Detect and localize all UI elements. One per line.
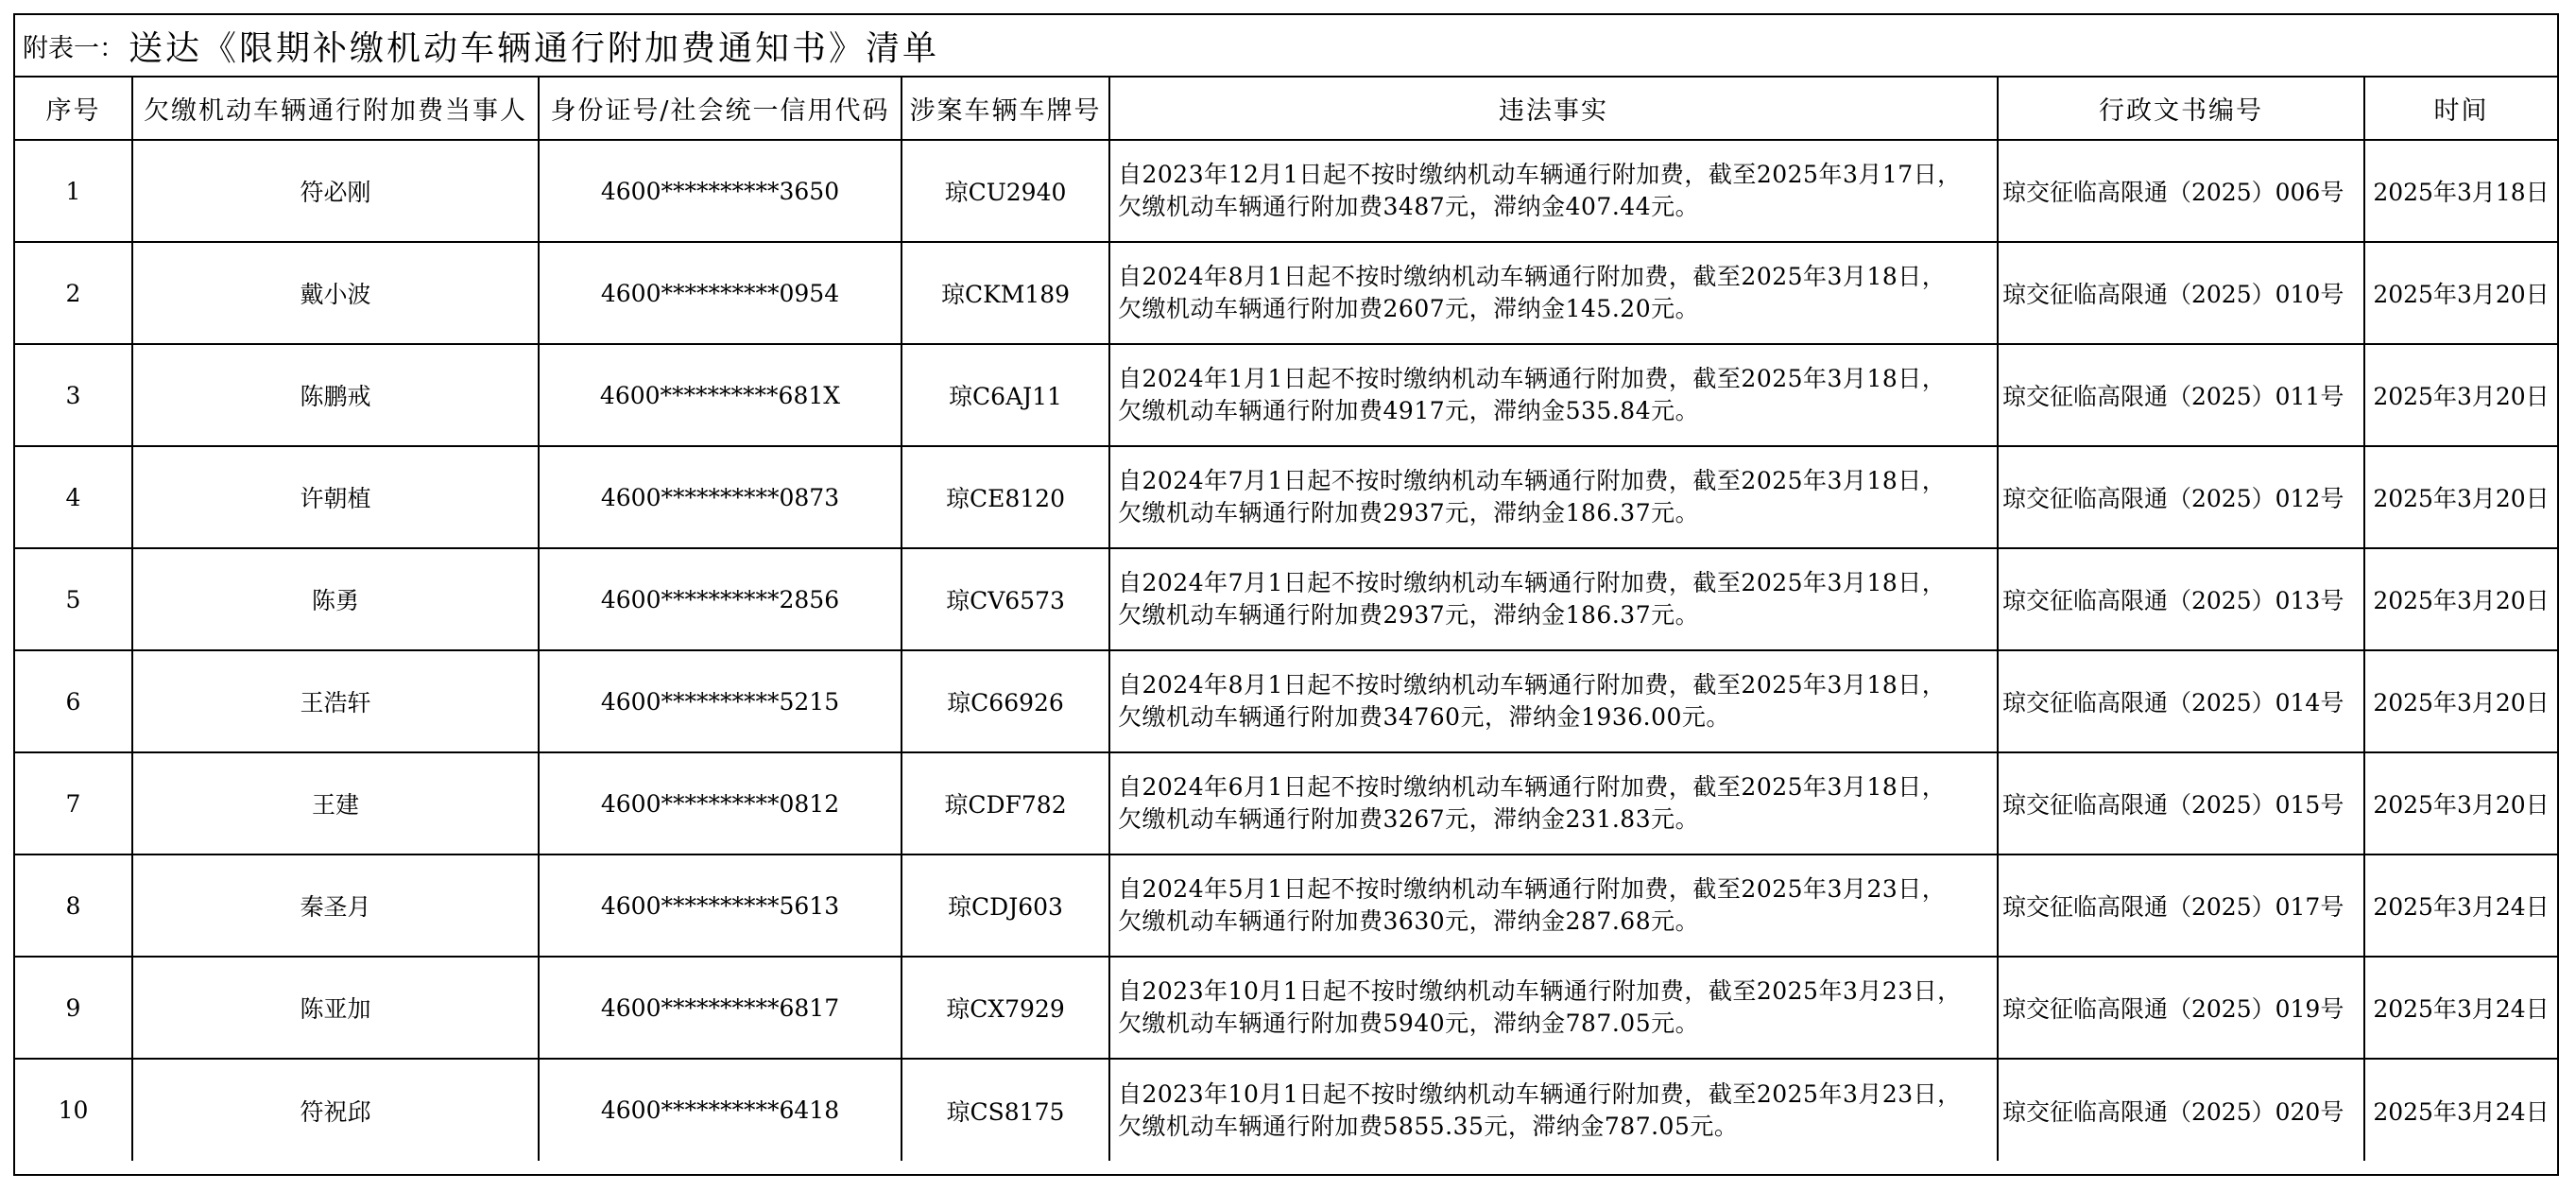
cell-time: 2025年3月24日 (2364, 1059, 2557, 1161)
cell-doc-no: 琼交征临高限通（2025）006号 (1998, 140, 2364, 242)
cell-id-code: 4600**********0812 (539, 752, 902, 854)
cell-seq: 1 (15, 140, 132, 242)
facts-line-2: 欠缴机动车辆通行附加费5940元，滞纳金787.05元。 (1118, 1010, 1700, 1037)
facts-line-1: 自2024年5月1日起不按时缴纳机动车辆通行附加费，截至2025年3月23日， (1118, 875, 1947, 903)
cell-id-code: 4600**********6418 (539, 1059, 902, 1161)
col-header-id-code: 身份证号/社会统一信用代码 (539, 78, 902, 140)
cell-party: 戴小波 (132, 242, 539, 344)
cell-doc-no: 琼交征临高限通（2025）015号 (1998, 752, 2364, 854)
cell-facts (1109, 650, 1998, 752)
cell-time: 2025年3月20日 (2364, 548, 2557, 650)
cell-id-code: 4600**********0873 (539, 446, 902, 548)
cell-plate: 琼CS8175 (902, 1059, 1109, 1161)
cell-facts (1109, 140, 1998, 242)
cell-seq: 5 (15, 548, 132, 650)
cell-seq: 6 (15, 650, 132, 752)
title-prefix: 附表一： (23, 33, 125, 63)
facts-line-1: 自2023年12月1日起不按时缴纳机动车辆通行附加费，截至2025年3月17日， (1118, 161, 1962, 188)
facts-line-2: 欠缴机动车辆通行附加费3630元，滞纳金287.68元。 (1118, 907, 1700, 935)
cell-plate: 琼CKM189 (902, 242, 1109, 344)
cell-party: 秦圣月 (132, 854, 539, 957)
cell-plate: 琼C6AJ11 (902, 344, 1109, 446)
cell-time: 2025年3月24日 (2364, 854, 2557, 957)
cell-facts (1109, 344, 1998, 446)
col-header-doc-no: 行政文书编号 (1998, 78, 2364, 140)
cell-plate: 琼CDF782 (902, 752, 1109, 854)
cell-id-code: 4600**********3650 (539, 140, 902, 242)
facts-line-1: 自2024年7月1日起不按时缴纳机动车辆通行附加费，截至2025年3月18日， (1118, 467, 1947, 494)
facts-line-1: 自2024年8月1日起不按时缴纳机动车辆通行附加费，截至2025年3月18日， (1118, 263, 1947, 290)
facts-line-1: 自2024年7月1日起不按时缴纳机动车辆通行附加费，截至2025年3月18日， (1118, 569, 1947, 596)
cell-doc-no: 琼交征临高限通（2025）012号 (1998, 446, 2364, 548)
cell-time: 2025年3月18日 (2364, 140, 2557, 242)
cell-id-code: 4600**********5613 (539, 854, 902, 957)
facts-line-1: 自2024年8月1日起不按时缴纳机动车辆通行附加费，截至2025年3月18日， (1118, 671, 1947, 699)
cell-seq: 9 (15, 957, 132, 1059)
title-main: 送达《限期补缴机动车辆通行附加费通知书》清单 (129, 28, 940, 68)
cell-facts (1109, 446, 1998, 548)
cell-id-code: 4600**********2856 (539, 548, 902, 650)
col-header-facts: 违法事实 (1109, 78, 1998, 140)
cell-id-code: 4600**********5215 (539, 650, 902, 752)
col-header-party: 欠缴机动车辆通行附加费当事人 (132, 78, 539, 140)
table-row (15, 752, 2557, 854)
cell-time: 2025年3月20日 (2364, 446, 2557, 548)
cell-seq: 4 (15, 446, 132, 548)
table-row (15, 854, 2557, 957)
header-row (15, 78, 2557, 140)
facts-line-1: 自2023年10月1日起不按时缴纳机动车辆通行附加费，截至2025年3月23日， (1118, 977, 1962, 1005)
table-header (15, 78, 2557, 140)
cell-time: 2025年3月20日 (2364, 344, 2557, 446)
facts-line-2: 欠缴机动车辆通行附加费4917元，滞纳金535.84元。 (1118, 397, 1700, 424)
cell-time: 2025年3月24日 (2364, 957, 2557, 1059)
cell-plate: 琼CE8120 (902, 446, 1109, 548)
cell-time: 2025年3月20日 (2364, 242, 2557, 344)
facts-line-2: 欠缴机动车辆通行附加费2607元，滞纳金145.20元。 (1118, 295, 1700, 322)
cell-doc-no: 琼交征临高限通（2025）011号 (1998, 344, 2364, 446)
table-row (15, 548, 2557, 650)
facts-line-2: 欠缴机动车辆通行附加费5855.35元，滞纳金787.05元。 (1118, 1112, 1739, 1140)
table-row (15, 1059, 2557, 1161)
cell-facts (1109, 854, 1998, 957)
cell-seq: 8 (15, 854, 132, 957)
cell-doc-no: 琼交征临高限通（2025）014号 (1998, 650, 2364, 752)
cell-id-code: 4600**********6817 (539, 957, 902, 1059)
table-row (15, 650, 2557, 752)
facts-line-2: 欠缴机动车辆通行附加费34760元，滞纳金1936.00元。 (1118, 703, 1730, 731)
cell-plate: 琼CV6573 (902, 548, 1109, 650)
cell-id-code: 4600**********0954 (539, 242, 902, 344)
cell-party: 符必刚 (132, 140, 539, 242)
notice-table (15, 78, 2557, 1161)
cell-plate: 琼CU2940 (902, 140, 1109, 242)
cell-facts (1109, 1059, 1998, 1161)
table-body (15, 140, 2557, 1161)
facts-line-2: 欠缴机动车辆通行附加费3267元，滞纳金231.83元。 (1118, 805, 1700, 833)
cell-facts (1109, 548, 1998, 650)
cell-seq: 3 (15, 344, 132, 446)
facts-line-2: 欠缴机动车辆通行附加费2937元，滞纳金186.37元。 (1118, 601, 1700, 629)
table-row (15, 957, 2557, 1059)
facts-line-1: 自2023年10月1日起不按时缴纳机动车辆通行附加费，截至2025年3月23日， (1118, 1079, 1962, 1108)
cell-time: 2025年3月20日 (2364, 650, 2557, 752)
cell-party: 陈勇 (132, 548, 539, 650)
sheet-title (15, 15, 2557, 78)
cell-party: 陈鹏戒 (132, 344, 539, 446)
cell-plate: 琼C66926 (902, 650, 1109, 752)
cell-party: 王建 (132, 752, 539, 854)
cell-seq: 7 (15, 752, 132, 854)
cell-doc-no: 琼交征临高限通（2025）013号 (1998, 548, 2364, 650)
cell-party: 陈亚加 (132, 957, 539, 1059)
cell-seq: 2 (15, 242, 132, 344)
col-header-seq: 序号 (15, 78, 132, 140)
cell-plate: 琼CDJ603 (902, 854, 1109, 957)
cell-party: 王浩轩 (132, 650, 539, 752)
table-row (15, 242, 2557, 344)
facts-line-1: 自2024年1月1日起不按时缴纳机动车辆通行附加费，截至2025年3月18日， (1118, 365, 1947, 392)
table-row (15, 344, 2557, 446)
cell-doc-no: 琼交征临高限通（2025）017号 (1998, 854, 2364, 957)
cell-plate: 琼CX7929 (902, 957, 1109, 1059)
cell-doc-no: 琼交征临高限通（2025）019号 (1998, 957, 2364, 1059)
cell-time: 2025年3月20日 (2364, 752, 2557, 854)
cell-facts (1109, 752, 1998, 854)
cell-party: 符祝邱 (132, 1059, 539, 1161)
cell-facts (1109, 242, 1998, 344)
cell-doc-no: 琼交征临高限通（2025）010号 (1998, 242, 2364, 344)
col-header-time: 时间 (2364, 78, 2557, 140)
facts-line-2: 欠缴机动车辆通行附加费3487元，滞纳金407.44元。 (1118, 193, 1700, 220)
notice-list-sheet (13, 13, 2559, 1176)
cell-facts (1109, 957, 1998, 1059)
facts-line-2: 欠缴机动车辆通行附加费2937元，滞纳金186.37元。 (1118, 499, 1700, 526)
cell-party: 许朝植 (132, 446, 539, 548)
col-header-plate: 涉案车辆车牌号 (902, 78, 1109, 140)
facts-line-1: 自2024年6月1日起不按时缴纳机动车辆通行附加费，截至2025年3月18日， (1118, 773, 1947, 801)
table-row (15, 446, 2557, 548)
cell-doc-no: 琼交征临高限通（2025）020号 (1998, 1059, 2364, 1161)
cell-id-code: 4600**********681X (539, 344, 902, 446)
cell-seq: 10 (15, 1059, 132, 1161)
table-row (15, 140, 2557, 242)
